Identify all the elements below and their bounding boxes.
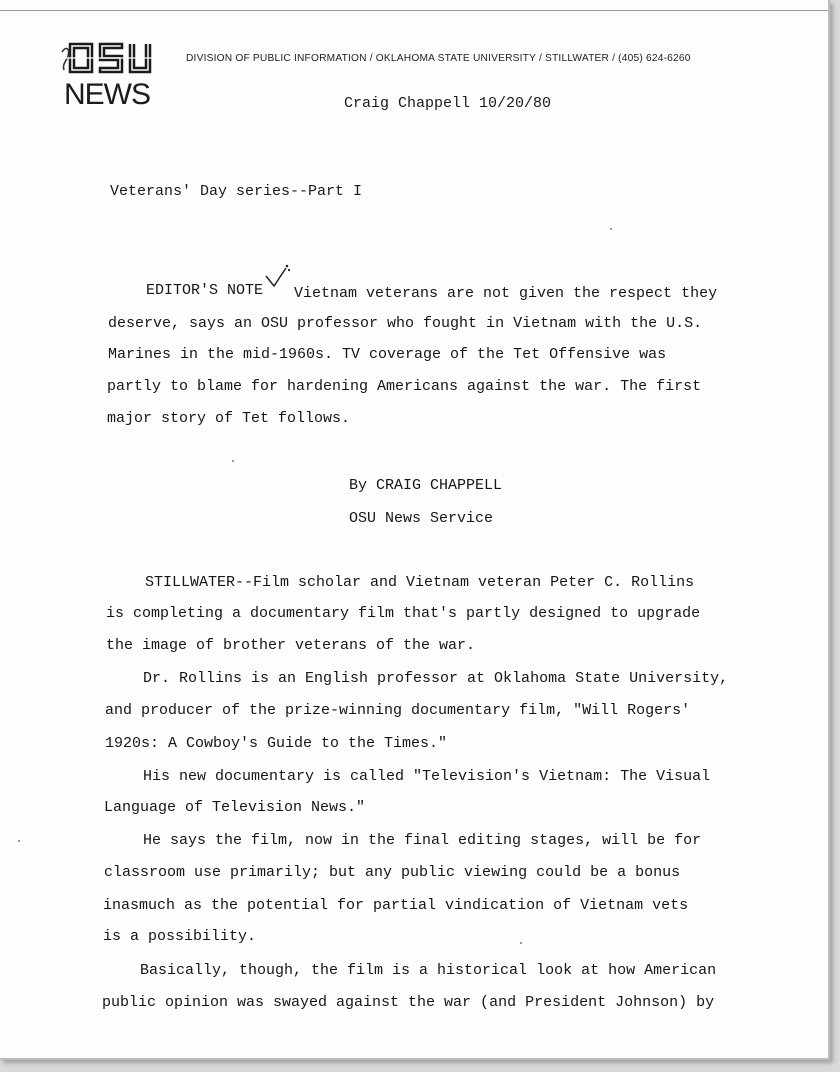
scan-speck: [18, 840, 20, 842]
scan-speck: [610, 228, 612, 230]
editor-note-line: deserve, says an OSU professor who fought in Vietnam with the U.S.: [108, 315, 703, 332]
osu-logo-mark: [60, 38, 156, 78]
body-line: He says the film, now in the final editing stages, will be for: [143, 832, 702, 849]
editor-note-label: EDITOR'S NOTE: [146, 282, 264, 299]
body-line: is a possibility.: [103, 928, 257, 945]
editor-note-line: major story of Tet follows.: [107, 410, 351, 427]
scan-speck: [232, 460, 234, 462]
byline-service: OSU News Service: [349, 510, 494, 527]
body-line: 1920s: A Cowboy's Guide to the Times.": [105, 735, 448, 752]
osu-news-logo: [60, 38, 156, 111]
logo-news-text: NEWS: [64, 78, 150, 111]
division-header: DIVISION OF PUBLIC INFORMATION / OKLAHOMA STATE UNIVERSITY / STILLWATER / (405) 624-6260: [186, 53, 691, 64]
editor-note-line: Vietnam veterans are not given the respect they: [294, 285, 718, 302]
body-line: Basically, though, the film is a historical look at how American: [140, 962, 717, 979]
byline-author: By CRAIG CHAPPELL: [349, 477, 503, 494]
body-line: inasmuch as the potential for partial vindication of Vietnam vets: [103, 897, 689, 914]
body-line: and producer of the prize-winning documentary film, "Will Rogers': [105, 702, 691, 719]
body-line: the image of brother veterans of the war.: [106, 637, 476, 654]
series-title: Veterans' Day series--Part I: [110, 183, 363, 200]
body-line: Dr. Rollins is an English professor at Oklahoma State University,: [143, 670, 729, 687]
editor-note-line: Marines in the mid-1960s. TV coverage of the Tet Offensive was: [108, 346, 667, 363]
body-line: public opinion was swayed against the war (and President Johnson) by: [102, 994, 715, 1011]
editor-note-line: partly to blame for hardening Americans against the war. The first: [107, 378, 702, 395]
body-line: His new documentary is called "Television's Vietnam: The Visual: [143, 768, 711, 785]
scan-speck: [520, 942, 522, 944]
body-line: is completing a documentary film that's partly designed to upgrade: [106, 605, 701, 622]
body-line: STILLWATER--Film scholar and Vietnam veteran Peter C. Rollins: [145, 574, 695, 591]
author-date: Craig Chappell 10/20/80: [344, 95, 552, 112]
insertion-caret-mark: [262, 264, 292, 290]
body-line: classroom use primarily; but any public viewing could be a bonus: [104, 864, 681, 881]
body-line: Language of Television News.": [104, 799, 366, 816]
